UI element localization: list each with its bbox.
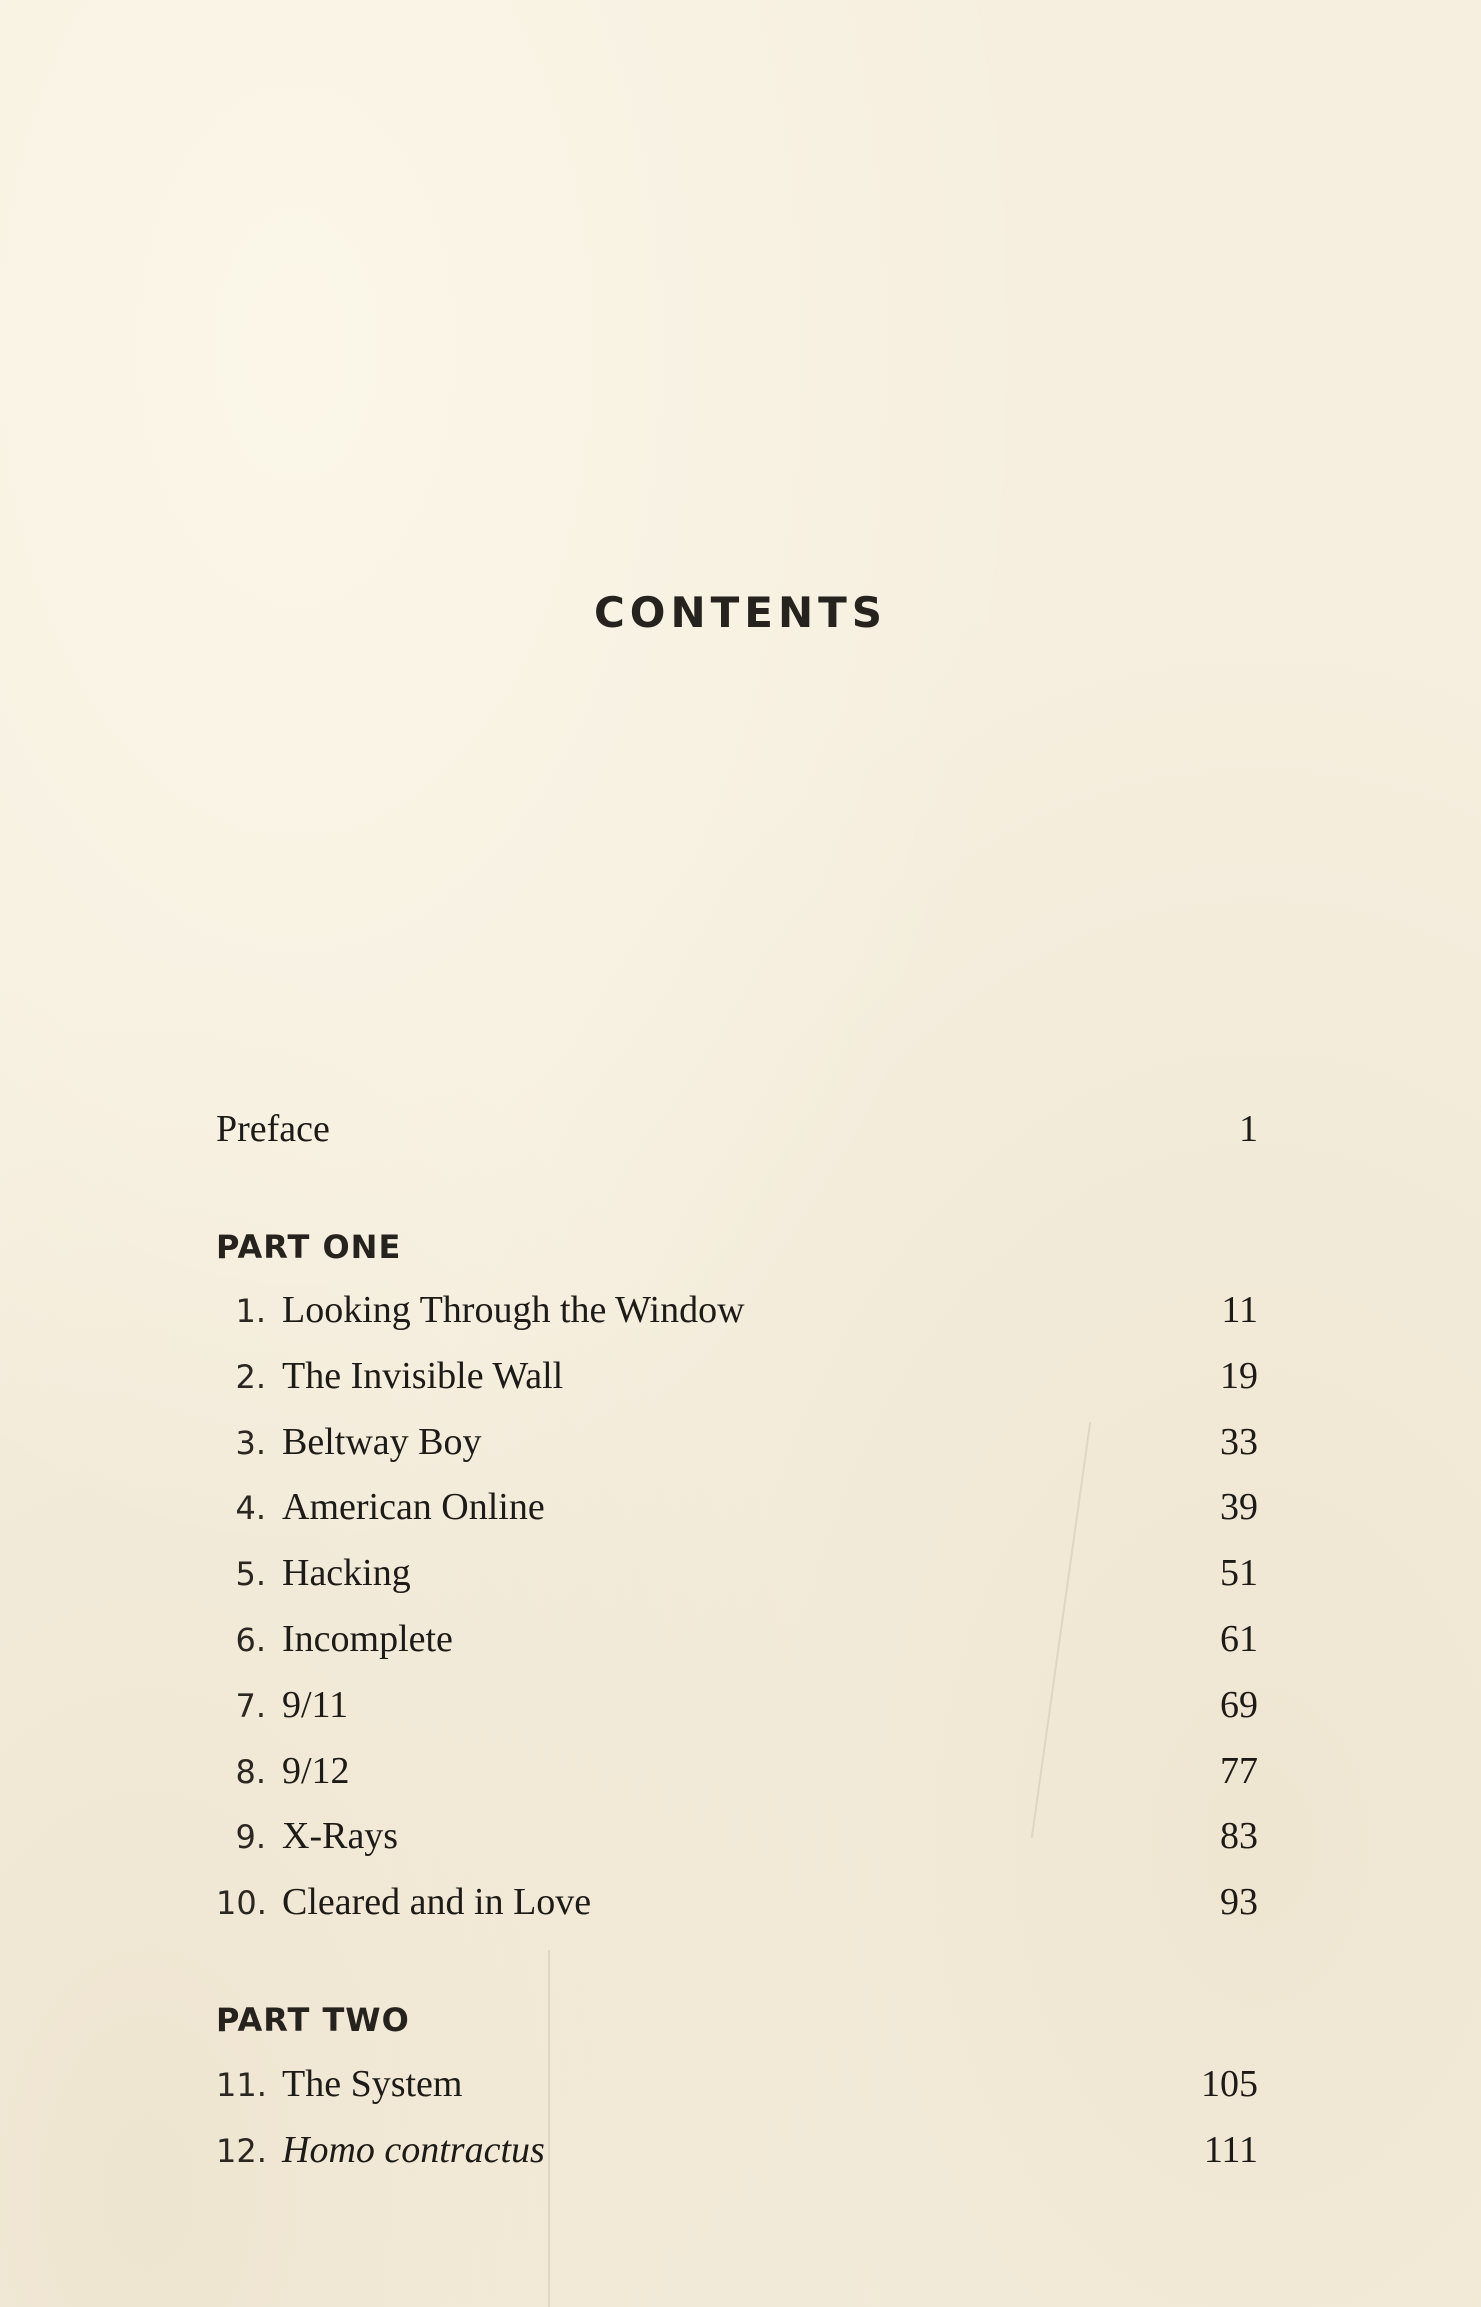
entry-title: Hacking (282, 1552, 411, 1594)
chapter-number: 3. (235, 1424, 266, 1462)
entry-page-number: 39 (1220, 1486, 1258, 1528)
chapter-number: 11. (216, 2066, 267, 2104)
toc-entry-chapter[interactable] (216, 1814, 1258, 1864)
entry-title: Homo contractus (282, 2129, 545, 2171)
entry-title: Incomplete (282, 1618, 453, 1660)
entry-title: Looking Through the Window (282, 1289, 745, 1331)
chapter-number: 9. (235, 1818, 266, 1856)
entry-page-number: 93 (1220, 1881, 1258, 1923)
chapter-number: 2. (235, 1358, 266, 1396)
chapter-number: 8. (235, 1753, 266, 1791)
entry-page-number: 19 (1220, 1355, 1258, 1397)
toc-entry-chapter[interactable] (216, 1617, 1258, 1667)
chapter-number: 12. (216, 2132, 267, 2170)
entry-page-number: 1 (1239, 1108, 1258, 1150)
chapter-number: 6. (235, 1621, 266, 1659)
toc-entry-chapter[interactable] (216, 1551, 1258, 1601)
entry-page-number: 69 (1220, 1684, 1258, 1726)
entry-page-number: 33 (1220, 1421, 1258, 1463)
chapter-number: 5. (235, 1555, 266, 1593)
entry-title: Preface (216, 1108, 330, 1150)
entry-page-number: 111 (1203, 2129, 1258, 2171)
entry-title: 9/12 (282, 1750, 350, 1792)
entry-title: American Online (282, 1486, 545, 1528)
entry-page-number: 11 (1221, 1289, 1258, 1331)
entry-page-number: 105 (1201, 2063, 1258, 2105)
toc-entry-chapter[interactable] (216, 1354, 1258, 1404)
toc-entry-chapter[interactable] (216, 1880, 1258, 1930)
toc-entry-chapter[interactable] (216, 2062, 1258, 2112)
toc-entry-chapter[interactable] (216, 2128, 1258, 2178)
entry-page-number: 77 (1220, 1750, 1258, 1792)
part-two-label: PART TWO (216, 2001, 410, 2039)
table-of-contents (216, 0, 1258, 2307)
toc-entry-chapter[interactable] (216, 1420, 1258, 1470)
entry-title: The Invisible Wall (282, 1355, 564, 1397)
entry-title: The System (282, 2063, 463, 2105)
chapter-number: 7. (235, 1687, 266, 1725)
toc-entry-chapter[interactable] (216, 1485, 1258, 1535)
chapter-number: 10. (216, 1884, 267, 1922)
entry-page-number: 51 (1220, 1552, 1258, 1594)
entry-title: 9/11 (282, 1684, 349, 1726)
toc-entry-chapter[interactable] (216, 1288, 1258, 1338)
entry-title: X-Rays (282, 1815, 399, 1857)
entry-page-number: 61 (1220, 1618, 1258, 1660)
toc-entry-preface[interactable] (216, 1107, 1258, 1157)
part-one-label: PART ONE (216, 1228, 402, 1266)
entry-title: Cleared and in Love (282, 1881, 592, 1923)
entry-title: Beltway Boy (282, 1421, 482, 1463)
chapter-number: 1. (235, 1292, 266, 1330)
contents-heading: CONTENTS (593, 588, 888, 637)
entry-page-number: 83 (1220, 1815, 1258, 1857)
toc-entry-chapter[interactable] (216, 1683, 1258, 1733)
toc-entry-chapter[interactable] (216, 1749, 1258, 1799)
chapter-number: 4. (235, 1489, 266, 1527)
